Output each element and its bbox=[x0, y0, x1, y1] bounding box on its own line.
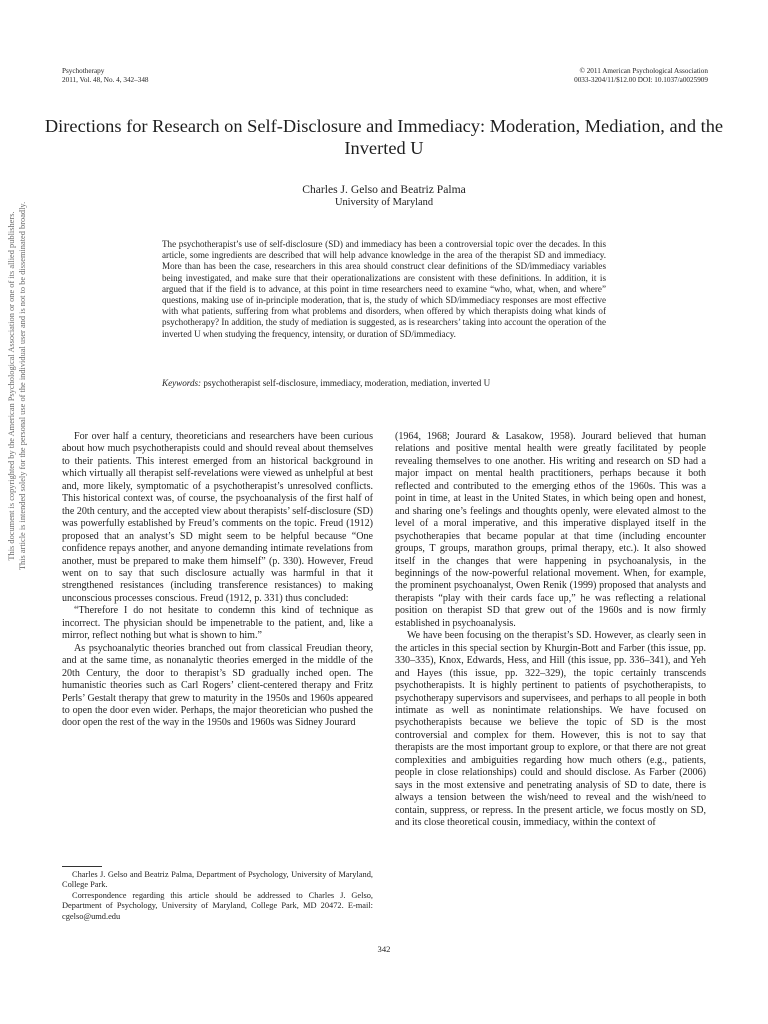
running-header-left bbox=[62, 67, 149, 84]
keywords bbox=[162, 378, 606, 389]
side-notice-line: This document is copyrighted by the American Psychological Association or one of its allied publishers. bbox=[7, 211, 16, 561]
side-notice-line: This article is intended solely for the personal use of the individual user and is not to be disseminated broadly. bbox=[18, 201, 27, 571]
keywords-text: psychotherapist self-disclosure, immediacy, moderation, mediation, inverted U bbox=[203, 378, 491, 388]
footnote-rule bbox=[62, 866, 102, 867]
body-paragraph: We have been focusing on the therapist’s SD. However, as clearly seen in the articles in this special section by Khurgin-Bott and Farber (this issue, pp. 330–335), Knox, Edwards, Hess, and Hill (this issue, pp. 336–341), and Yeh and Hayes (this issue, pp. 322–329), the topic certainly transcends psychotherapists. It is highly pertinent to patients of psychotherapists, to psychotherapy supervisors and supervisees, and perhaps to all people in both intimate as well as nonintimate relationships. We have focused on psychotherapists because we believe the topic of SD is the most controversial and complex for them. However, this is not to say that therapists are the most important group to explore, or that there are not great complexities and ambiguities regarding how much others (e.g., patients, people in close relationships) could and should disclose. As Farber (2006) says in the most extensive and penetrating analysis of SD to date, there is always a tension between the wish/need to reveal and the wish/need to contain, suppress, or repress. In the present article, we focus mostly on SD, and its close theoretical cousin, immediacy, within the context of bbox=[395, 630, 706, 829]
copyright-side-notice bbox=[6, 86, 28, 686]
doi-line: 0033-3204/11/$12.00 DOI: 10.1037/a0025909 bbox=[574, 75, 708, 84]
article-title: Directions for Research on Self-Disclosure and Immediacy: Moderation, Mediation, and the Inverted U bbox=[44, 116, 724, 158]
body-column-left bbox=[62, 431, 373, 730]
copyright-line: © 2011 American Psychological Association bbox=[579, 67, 708, 75]
keywords-label: Keywords: bbox=[162, 378, 202, 388]
block-quote: “Therefore I do not hesitate to condemn this kind of technique as incorrect. The physician should be impenetrable to the patient, and, like a mirror, reflect nothing but what is shown to him.” bbox=[62, 605, 373, 642]
body-paragraph: (1964, 1968; Jourard & Lasakow, 1958). Jourard believed that human relations and positive mental health were greatly facilitated by people revealing themselves to one another. His writing and research on SD had a major impact on mental health practitioners, perhaps because it both reflected and contributed to the emerging ethos of the 1960s. This was a point in time, at least in the United States, in which being open and honest, and sharing one’s feelings and thoughts openly, were elevated almost to the level of a moral imperative, and this imperative displayed itself in the psychotherapies that became popular at that time (including encounter groups, T groups, marathon groups, primal therapy, etc.). It also showed itself in the changes that were happening in psychoanalysis, in the beginnings of the now-powerful relational movement. When, for example, the prominent psychoanalyst, Owen Renik (1999) proposed that analysts and therapists “play with their cards face up,” he was reflecting a relational position on therapist SD that grew out of the 1960s and is now firmly established in psychoanalysis. bbox=[395, 431, 706, 629]
page-number: 342 bbox=[377, 944, 391, 954]
author-affiliation: University of Maryland bbox=[334, 197, 434, 208]
footnotes bbox=[62, 870, 373, 922]
body-column-right bbox=[395, 431, 706, 830]
running-header-right bbox=[574, 67, 708, 84]
author-names: Charles J. Gelso and Beatriz Palma bbox=[302, 183, 466, 196]
journal-name: Psychotherapy bbox=[62, 67, 105, 75]
body-paragraph: For over half a century, theoreticians and researchers have been curious about how much psychotherapists could and should reveal about themselves to their patients. This interest emerged from an historical background in which virtually all therapist self-revelations were viewed as unhelpful at best and, more likely, symptomatic of a psychotherapist’s unresolved conflicts. This historical context was, of course, the psychoanalysis of the first half of the 20th century, and the accepted view about therapists’ self-disclosure (SD) was powerfully established by Freud’s comments on the topic. Freud (1912) proposed that an analyst’s SD might seem to be helpful because “One confidence repays another, and anyone demanding intimate revelations from another, must be prepared to make them himself” (p. 330). However, Freud went on to say that such disclosure actually was harmful in that it strengthened resistances (including transference resistances) to making unconscious processes conscious. Freud (1912, p. 331) thus concluded: bbox=[62, 431, 373, 604]
author-note: Charles J. Gelso and Beatriz Palma, Department of Psychology, University of Maryland, College Park. bbox=[62, 870, 373, 890]
journal-citation: 2011, Vol. 48, No. 4, 342–348 bbox=[62, 75, 149, 84]
correspondence-note: Correspondence regarding this article should be addressed to Charles J. Gelso, Department of Psychology, University of Maryland, College Park, MD 20472. E-mail: cgelso@umd.edu bbox=[62, 890, 373, 921]
body-paragraph: As psychoanalytic theories branched out from classical Freudian theory, and at the same time, as nonanalytic theories emerged in the middle of the 20th Century, the door to therapist’s SD gradually inched open. The humanistic theories such as Carl Rogers’ client-centered therapy and Fritz Perls’ Gestalt therapy that grew to maturity in the 1950s and 1960s appeared to open the door even wider. Perhaps, the major theoretician who pushed the door open the rest of the way in the 1950s and 1960s was Sidney Jourard bbox=[62, 642, 373, 729]
abstract: The psychotherapist’s use of self-disclosure (SD) and immediacy has been a controversial topic over the decades. In this article, some ingredients are described that will help advance knowledge in the area of the therapist SD and immediacy. More than has been the case, researchers in this area should construct clear definitions of the SD/immediacy variables being investigated, and make sure that their operationalizations are consistent with these definitions. In addition, it is argued that if the field is to advance, at this point in time researchers need to examine “who, what, when, and where” questions, making use of in-principle moderation, that is, the study of which SD/immediacy responses are most effective with what patients, suffering from what problems and disorders, when offered by which therapists doing what kinds of psychotherapy? In addition, the study of mediation is suggested, as is researchers’ taking into account the operation of the inverted U when studying the frequency, intensity, or duration of SD/immediacy. bbox=[162, 239, 606, 339]
